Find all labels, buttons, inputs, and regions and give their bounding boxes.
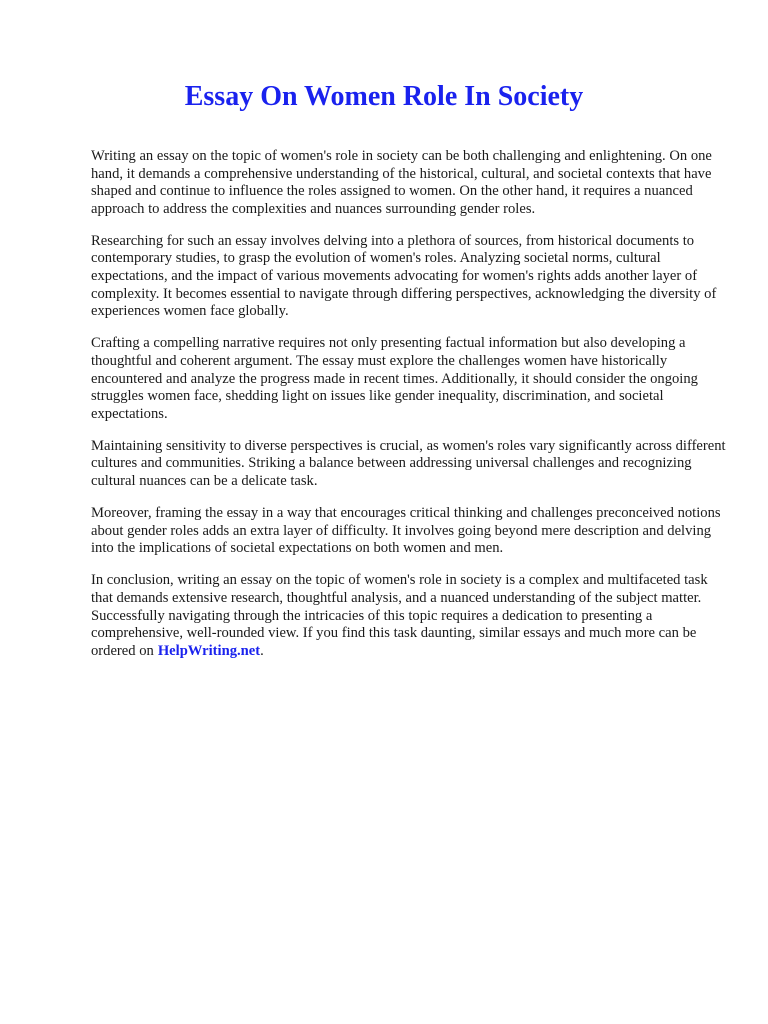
trailing-punctuation: . — [260, 642, 264, 659]
conclusion-text: In conclusion, writing an essay on the topic of women's role in society is a complex and multifaceted task that demands extensive research, thoughtful analysis, and a nuanced understanding of the subject matter. Successfully navigating through the intricacies of this topic requires a dedication to presenting a comprehensive, well-rounded view. If you find this task daunting, similar essays and much more can be ordered on — [91, 572, 708, 659]
paragraph-3: Crafting a compelling narrative requires not only presenting factual information but also developing a thoughtful and coherent argument. The essay must explore the challenges women have historically encountered and analyze the progress made in recent times. Additionally, it should consider the ongoing struggles women face, shedding light on issues like gender inequality, discrimination, and societal expectations. — [91, 335, 698, 422]
document-title: Essay On Women Role In Society — [184, 81, 584, 112]
helpwriting-link[interactable]: HelpWriting.net — [157, 642, 261, 659]
paragraph-4: Maintaining sensitivity to diverse perspectives is crucial, as women's roles vary significantly across different cultures and communities. Striking a balance between addressing universal challenges and recognizing cultural nuances can be a delicate task. — [91, 437, 726, 489]
paragraph-2: Researching for such an essay involves delving into a plethora of sources, from historical documents to contemporary studies, to grasp the evolution of women's roles. Analyzing societal norms, cultural expectations, and the impact of various movements advocating for women's rights adds another layer of complexity. It becomes essential to navigate through differing perspectives, acknowledging the diversity of experiences women face globally. — [91, 232, 717, 320]
document-body — [91, 148, 731, 675]
paragraph-5: Moreover, framing the essay in a way that encourages critical thinking and challenges preconceived notions about gender roles adds an extra layer of difficulty. It involves going beyond mere description and delving into the implications of societal expectations on both women and men. — [91, 505, 721, 557]
paragraph-1: Writing an essay on the topic of women's role in society can be both challenging and enlightening. On one hand, it demands a comprehensive understanding of the historical, cultural, and societal contexts that have shaped and continue to influence the roles assigned to women. On the other hand, it requires a nuanced approach to address the complexities and nuances surrounding gender roles. — [91, 148, 712, 217]
paragraph-conclusion — [91, 572, 731, 660]
